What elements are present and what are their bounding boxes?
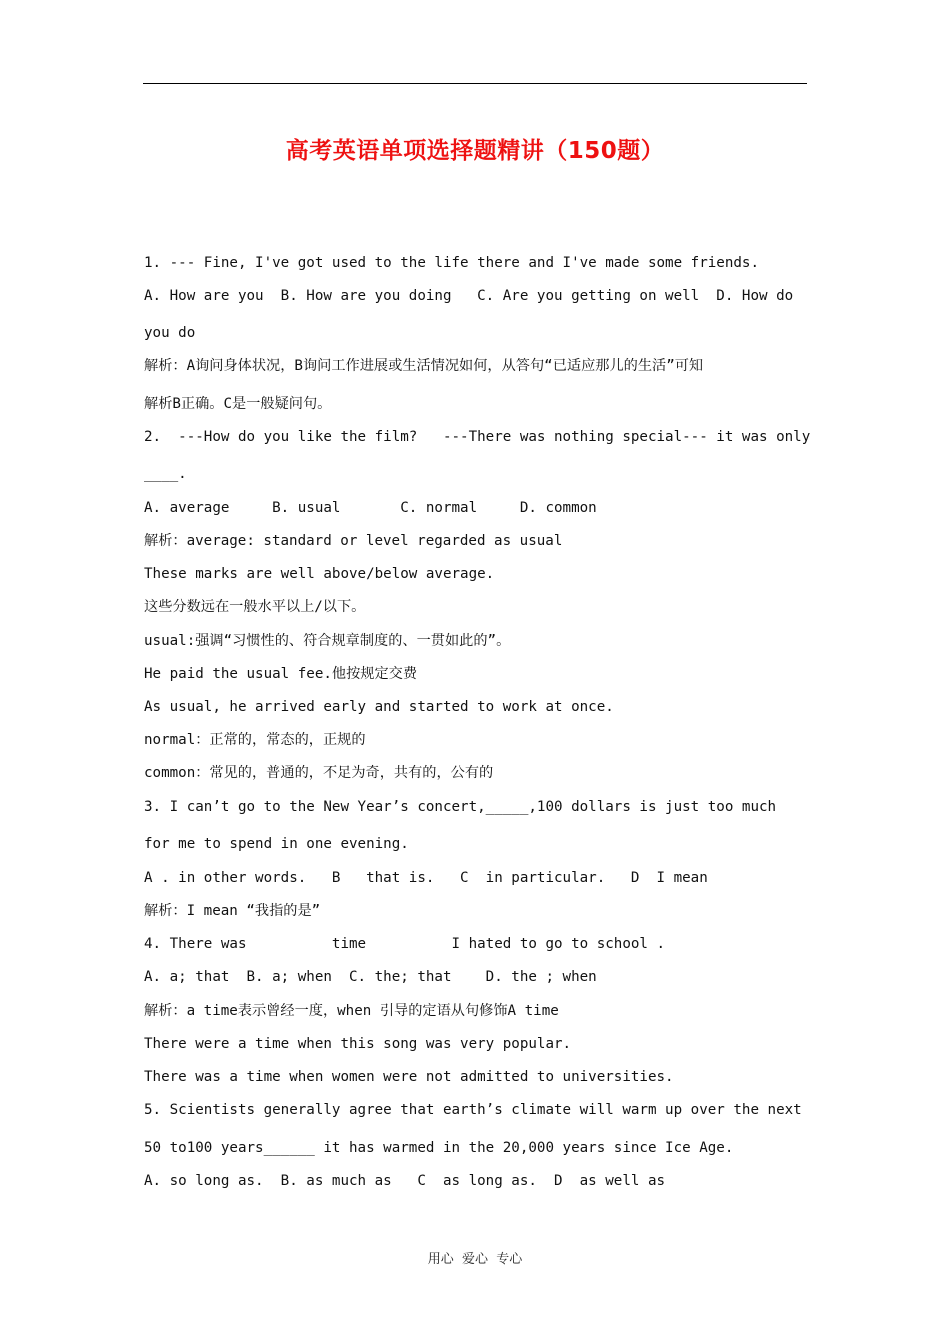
text-line: There was a time when women were not admitted to universities. [144, 1069, 674, 1085]
text-line: There were a time when this song was very popular. [144, 1036, 572, 1052]
text-line: A . in other words. B that is. C in particular. D I mean [144, 870, 708, 886]
text-line: 解析：A询问身体状况，B询问工作进展或生活情况如何，从答句“已适应那儿的生活”可知 [144, 358, 704, 374]
text-line: common：常见的，普通的，不足为奇，共有的，公有的 [144, 765, 494, 781]
text-line: A. so long as. B. as much as C as long as. D as well as [144, 1173, 666, 1189]
text-line: 2. ---How do you like the film? ---There was nothing special--- it was only [144, 429, 811, 445]
text-line: 50 to100 years______ it has warmed in the 20,000 years since Ice Age. [144, 1140, 734, 1156]
text-line: normal：正常的，常态的，正规的 [144, 732, 366, 748]
text-line: 4. There was time I hated to go to school . [144, 936, 666, 952]
text-line: you do [144, 325, 196, 341]
text-line: As usual, he arrived early and started to work at once. [144, 699, 614, 715]
text-line: for me to spend in one evening. [144, 836, 409, 852]
text-line: 解析：I mean “我指的是” [144, 903, 321, 919]
text-line: 解析B正确。C是一般疑问句。 [144, 396, 332, 412]
text-line: 解析：a time表示曾经一度，when 引导的定语从句修饰A time [144, 1003, 559, 1019]
text-line: A. a; that B. a; when C. the; that D. the ; when [144, 969, 597, 985]
text-line: He paid the usual fee.他按规定交费 [144, 666, 418, 682]
text-line: 1. --- Fine, I've got used to the life there and I've made some friends. [144, 255, 759, 271]
header-rule [143, 83, 807, 84]
text-line: These marks are well above/below average. [144, 566, 495, 582]
text-line: usual:强调“习惯性的、符合规章制度的、一贯如此的”。 [144, 633, 511, 649]
text-line: 这些分数远在一般水平以上/以下。 [144, 599, 366, 615]
text-line: ____. [144, 466, 187, 482]
text-line: A. How are you B. How are you doing C. Are you getting on well D. How do [144, 288, 794, 304]
text-line: 解析：average: standard or level regarded as usual [144, 533, 563, 549]
text-line: 3. I can’t go to the New Year’s concert,_____,100 dollars is just too much [144, 799, 777, 815]
text-line: A. average B. usual C. normal D. common [144, 500, 597, 516]
page-footer: 用心 爱心 专心 [427, 1252, 523, 1267]
page-title: 高考英语单项选择题精讲（150题） [285, 138, 665, 164]
text-line: 5. Scientists generally agree that earth’s climate will warm up over the next [144, 1102, 802, 1118]
